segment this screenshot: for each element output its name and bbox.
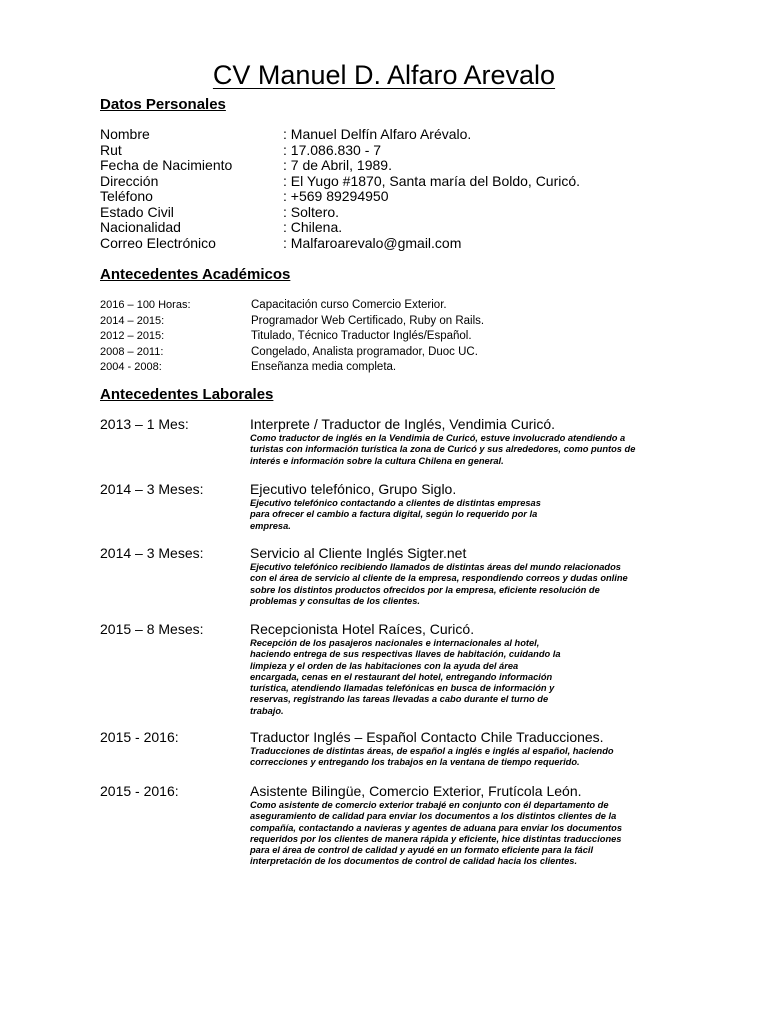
personal-row-rut [100,143,580,159]
job-description: Ejecutivo telefónico contactando a clientes de distintas empresas para ofrecer el cambio a factura digital, según lo requerido por la empresa. [250,498,541,531]
personal-label: Teléfono [100,188,153,204]
job-entry [100,729,700,769]
personal-row-email [100,236,580,252]
personal-row-name [100,127,580,143]
job-title: Asistente Bilingüe, Comercio Exterior, Frutícola León. [250,783,582,799]
academic-list [100,298,484,376]
personal-label: Correo Electrónico [100,234,216,251]
personal-value: : Soltero. [283,203,340,220]
job-period: 2015 - 2016: [100,729,179,745]
academic-desc: Programador Web Certificado, Ruby on Rails. [251,314,485,327]
personal-label: Rut [100,141,122,158]
job-description: Recepción de los pasajeros nacionales e internacionales al hotel, haciendo entrega de sus respectivas llaves de habitación, cuidando la limpieza y el orden de las habitaciones con la ayuda del área encargada, cenas en el restaurant del hotel, entregando información turística, atendiendo llamadas telefónicas en busca de información y reservas, registrando las tareas llevadas a cabo durante el turno de trabajo. [250,638,561,716]
personal-data-list [100,127,580,251]
personal-value: : El Yugo #1870, Santa maría del Boldo, Curicó. [283,172,581,189]
job-period: 2015 - 2016: [100,783,179,799]
personal-heading: Datos Personales [100,96,226,113]
job-head [100,481,700,498]
academic-desc: Congelado, Analista programador, Duoc UC. [251,345,478,358]
personal-row-phone [100,189,580,205]
job-title: Servicio al Cliente Inglés Sigter.net [250,545,467,561]
personal-row-civil-status [100,205,580,221]
academic-heading: Antecedentes Académicos [100,266,291,283]
personal-value: : Chilena. [283,219,343,235]
academic-desc: Capacitación curso Comercio Exterior. [251,299,447,311]
job-period: 2014 – 3 Meses: [100,481,204,497]
academic-year: 2008 – 2011: [100,345,164,358]
job-entry [100,621,700,717]
personal-label: Nombre [100,126,150,142]
personal-label: Estado Civil [100,203,174,220]
job-head [100,783,700,800]
academic-year: 2014 – 2015: [100,314,165,327]
page-title: CV Manuel D. Alfaro Arevalo [212,60,556,90]
personal-value: : 17.086.830 - 7 [283,141,382,158]
job-description: Ejecutivo telefónico recibiendo llamados de distintas áreas del mundo relacionados con el área de servicio al cliente de la empresa, respondiendo correos y dudas online sobre los distintos productos ofrecidos por la empresa, eficiente resolución de problemas y consultas de los clientes. [250,562,628,606]
academic-row [100,329,484,345]
personal-label: Fecha de Nacimiento [100,157,233,173]
job-head [100,729,700,746]
academic-row [100,298,484,314]
job-description: Como traductor de inglés en la Vendimia de Curicó, estuve involucrado atendiendo a turistas con información turística la zona de Curicó y sus alrededores, como puntos de interés e información sobre la cultura Chilena en general. [250,433,636,466]
job-period: 2013 – 1 Mes: [100,416,189,432]
job-description: Traducciones de distintas áreas, de español a inglés e inglés al español, haciendo correcciones y entregando los trabajos en la ventana de tiempo requerido. [250,746,614,768]
academic-desc: Enseñanza media completa. [251,361,397,373]
job-entry [100,783,700,868]
job-title: Ejecutivo telefónico, Grupo Siglo. [250,481,457,497]
personal-label: Nacionalidad [100,219,181,235]
academic-row [100,360,484,376]
academic-row [100,314,484,330]
job-title: Interprete / Traductor de Inglés, Vendimia Curicó. [250,416,556,432]
personal-value: : 7 de Abril, 1989. [283,157,392,173]
job-head [100,545,700,562]
personal-value: : Manuel Delfín Alfaro Arévalo. [283,126,472,142]
job-period: 2015 – 8 Meses: [100,621,204,637]
job-period: 2014 – 3 Meses: [100,545,204,561]
personal-row-nationality [100,220,580,236]
job-head [100,416,700,433]
academic-row [100,345,484,361]
academic-year: 2016 – 100 Horas: [100,299,191,311]
job-title: Traductor Inglés – Español Contacto Chile Traducciones. [250,729,604,745]
personal-row-address [100,174,580,190]
job-entry [100,545,700,607]
personal-label: Dirección [100,172,159,189]
job-entry [100,481,700,532]
personal-row-birthdate [100,158,580,174]
personal-value: : +569 89294950 [283,188,389,204]
job-entry [100,416,700,467]
personal-value: : Malfaroarevalo@gmail.com [283,234,462,251]
academic-desc: Titulado, Técnico Traductor Inglés/Español. [251,330,472,342]
job-head [100,621,700,638]
job-description: Como asistente de comercio exterior trabajé en conjunto con él departamento de aseguramiento de calidad para enviar los documentos a los distintos clientes de la compañía, contactando a navieras y agentes de aduana para enviar los documentos requeridos por los clientes de manera rápida y eficiente, hice distintas traducciones para el área de control de calidad y ayudé en un formato eficiente para la fácil interpretación de los documentos de control de calidad hacia los clientes. [250,800,622,867]
academic-year: 2012 – 2015: [100,330,165,342]
work-heading: Antecedentes Laborales [100,386,274,403]
academic-year: 2004 - 2008: [100,361,162,373]
job-title: Recepcionista Hotel Raíces, Curicó. [250,621,475,637]
